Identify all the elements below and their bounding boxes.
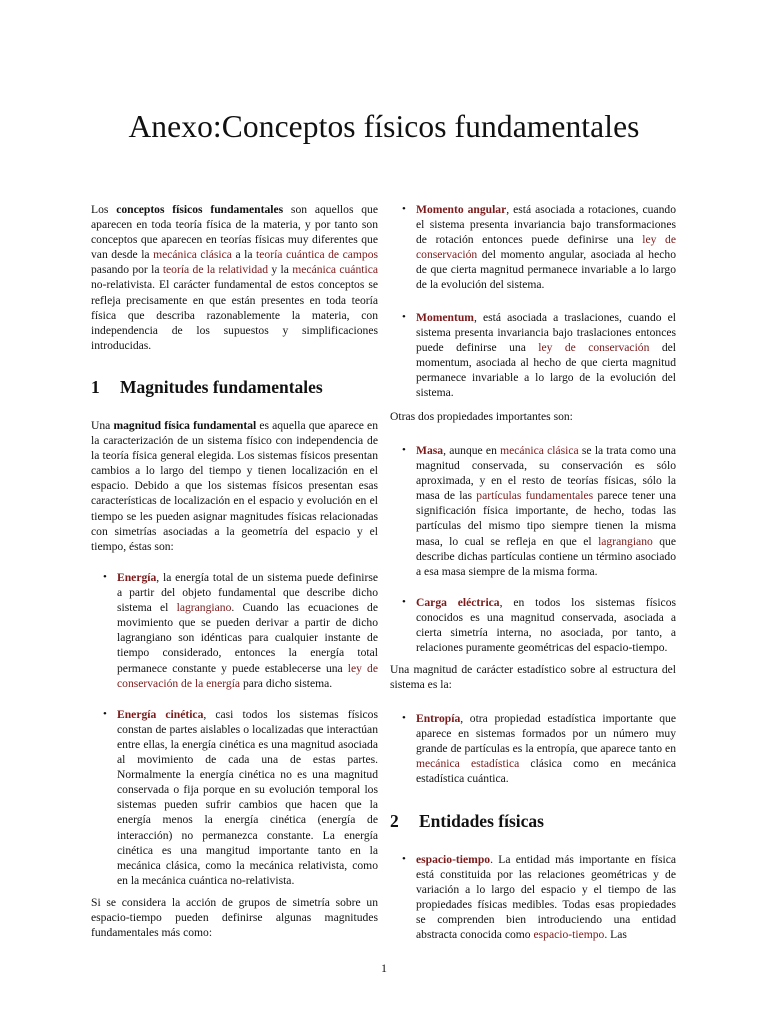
magnitud-paragraph [91,418,378,554]
section-number: 1 [91,377,100,397]
text-run: . La entidad más importante en física está constituida por las relaciones geométricas y de variación a lo largo del espacio y el tiempo de las propiedades físicas medibles. Todas esas propiedades se comprenden bien introduciendo una entidad abstracta conocida como [416,853,676,942]
section-title: Magnitudes fundamentales [120,377,323,397]
text-run: , en todos los sistemas físicos conocidos es una magnitud conservada, asociada a cierta simetría interna, no asociada, por tanto, a relaciones puramente geométricas del espacio-tiempo. [416,595,676,655]
other-properties-paragraph [390,409,676,424]
text-run: que describe dichas partículas contiene un término asociado a esa masa siempre de la misma forma. [416,534,676,578]
link-teoria-de-la-relatividad[interactable]: teoría de la relatividad [162,263,269,277]
text-run: y la [268,263,293,277]
spacetime-list [390,852,676,943]
link-lagrangiano[interactable]: lagrangiano [598,534,653,548]
momentum-list [390,202,676,400]
list-item [390,711,676,786]
text-run: Una [91,419,114,432]
text-run: , aunque en [443,444,501,457]
text-run: , casi todos los sistemas físicos constan de partes aislables o localizadas que interactúan entre ellas, la energía cinética es una magnitud asociada al movimiento de cada una de estas partes. Normalmente la energía cinética no es una magnitud conservada o fija porque en su evolución temporal los sistemas pueden sufrir cambios que hacen que la energía menos la energía cinética (energía de interacción) no permanezca constante. La energía cinética es una mangitud importante tanto en la mecánica clásica, como la mecánica relativista, como en la mecánica cuántica no-relativista. [117,707,378,887]
section-heading-magnitudes [91,377,323,397]
text-run: . Las [604,928,627,942]
text-run: Una magnitud de carácter estadístico sobre al estructura del sistema es la: [390,663,676,692]
text-run: se la trata como una magnitud conservada, su conservación es sólo aproximada, y en el resto de teorías físicas, sólo la masa de las [416,444,676,503]
text-run: son aquellos que aparecen en toda teoría física de la materia, y por tanto son conceptos que aparecen en teorías físicas muy diferentes que van desde la [91,203,378,262]
link-energia[interactable]: Energía [117,571,157,584]
list-item [91,570,378,691]
bullet-icon: • [103,707,107,720]
link-espacio-tiempo[interactable]: espacio-tiempo [416,853,491,866]
text-run: . Cuando las ecuaciones de movimiento que se pueden derivar a partir de dicho lagrangiano son idénticas para cualquier instante de tiempo considerado, entonces la energía total permanece constante y puede establecerse una [117,601,378,675]
text-run: no-relativista. El carácter fundamental de estos conceptos se refleja precisamente en que están presentes en toda teoría física que describa razonablemente la materia, con independencia de los supuestos y simplificaciones introducidas. [91,278,378,352]
link-momentum[interactable]: Momentum [416,310,474,324]
text-run: , la energía total de un sistema puede definirse a partir del objeto fundamental que describe dicho sistema el [117,571,378,615]
energy-list [91,570,378,888]
link-mecanica-clasica[interactable]: mecánica clásica [500,444,579,457]
intro-paragraph [91,202,378,353]
link-ley-de-conservacion-de-la-energia[interactable]: ley de conservación de la energía [117,661,379,690]
bold-term: conceptos físicos fundamentales [116,203,284,216]
link-mecanica-estadistica[interactable]: mecánica estadística [416,757,520,771]
symmetry-paragraph [91,895,378,940]
link-carga-electrica[interactable]: Carga eléctrica [416,595,500,609]
link-momento-angular[interactable]: Momento angular [416,203,507,216]
bullet-icon: • [402,203,406,215]
text-run: , otra propiedad estadística importante que aparece en sistemas formados por un número muy grande de partículas es la entropía, que aparece tanto en [416,712,676,756]
list-item [390,595,676,655]
text-run: Si se considera la acción de grupos de simetría sobre un espacio-tiempo pueden definirse algunas magnitudes fundamentales más como: [91,896,378,940]
list-item [390,310,676,401]
page-title: Anexo:Conceptos físicos fundamentales [128,109,640,144]
section-heading-entidades [390,811,544,831]
link-ley-de-conservacion[interactable]: ley de conservación [538,340,650,354]
text-run: del momentum, asociada al hecho de que cierta magnitud permanece invariable a lo largo de la evolución del sistema. [416,340,676,400]
bullet-icon: • [402,310,406,323]
link-particulas-fundamentales[interactable]: partículas fundamentales [476,489,594,503]
entropy-list [390,711,676,786]
section-number: 2 [390,811,399,831]
statistical-paragraph [390,662,676,692]
list-item [390,202,676,293]
text-run: del momento angular, asociada al hecho de que cierta magnitud permanece invariable a lo largo de la evolución del sistema. [416,248,676,292]
bullet-icon: • [402,444,406,456]
link-lagrangiano[interactable]: lagrangiano [176,601,232,615]
text-run: , está asociada a traslaciones, cuando el sistema presenta invariancia bajo traslaciones entonces puede definirse una [416,310,676,354]
text-run: clásica como en mecánica estadística cuántica. [416,757,676,786]
list-item [390,852,676,943]
text-run: pasando por la [91,263,163,277]
section-title: Entidades físicas [419,811,544,831]
link-masa[interactable]: Masa [416,444,444,457]
bullet-icon: • [402,853,406,865]
list-item [390,443,676,579]
link-mecanica-clasica[interactable]: mecánica clásica [153,248,232,262]
link-energia-cinetica[interactable]: Energía cinética [117,707,204,721]
link-teoria-cuantica-de-campos[interactable]: teoría cuántica de campos [256,248,379,262]
page-number: 1 [381,961,387,975]
text-run: Los [91,203,117,216]
link-entropia[interactable]: Entropía [416,712,461,725]
link-mecanica-cuantica[interactable]: mecánica cuántica [292,263,378,277]
text-run: es aquella que aparece en la caracterización de un sistema físico con independencia de la teoría física general elegida. Los sistemas físicos presentan cambios a lo largo del tiempo y tienen localización en el espacio. Debido a que los sistemas físicos presentan esas características de localización en el espacio y evolución en el tiempo se les pueden asignar magnitudes físicas relacionadas con simetrías asociadas a la geometría del espacio y el tiempo, éstas son: [91,419,378,553]
bullet-icon: • [103,571,107,583]
bold-term: magnitud física fundamental [113,419,257,432]
mass-charge-list [390,443,676,655]
text-run: Otras dos propiedades importantes son: [390,410,573,423]
text-run: parece tener una significación física importante, de hecho, todas las partículas del mismo tipo siempre tienen la misma masa, lo cual se refleja en que el [416,489,676,548]
text-run: para dicho sistema. [240,676,333,690]
bullet-icon: • [402,595,406,608]
link-espacio-tiempo[interactable]: espacio-tiempo [533,928,605,942]
bullet-icon: • [402,712,406,724]
link-ley-de-conservacion[interactable]: ley de conservación [416,233,676,262]
list-item [91,707,378,888]
text-run: a la [231,248,257,262]
text-run: , está asociada a rotaciones, cuando el sistema presenta invariancia bajo transformaciones de rotación entonces puede definirse una [416,203,677,247]
